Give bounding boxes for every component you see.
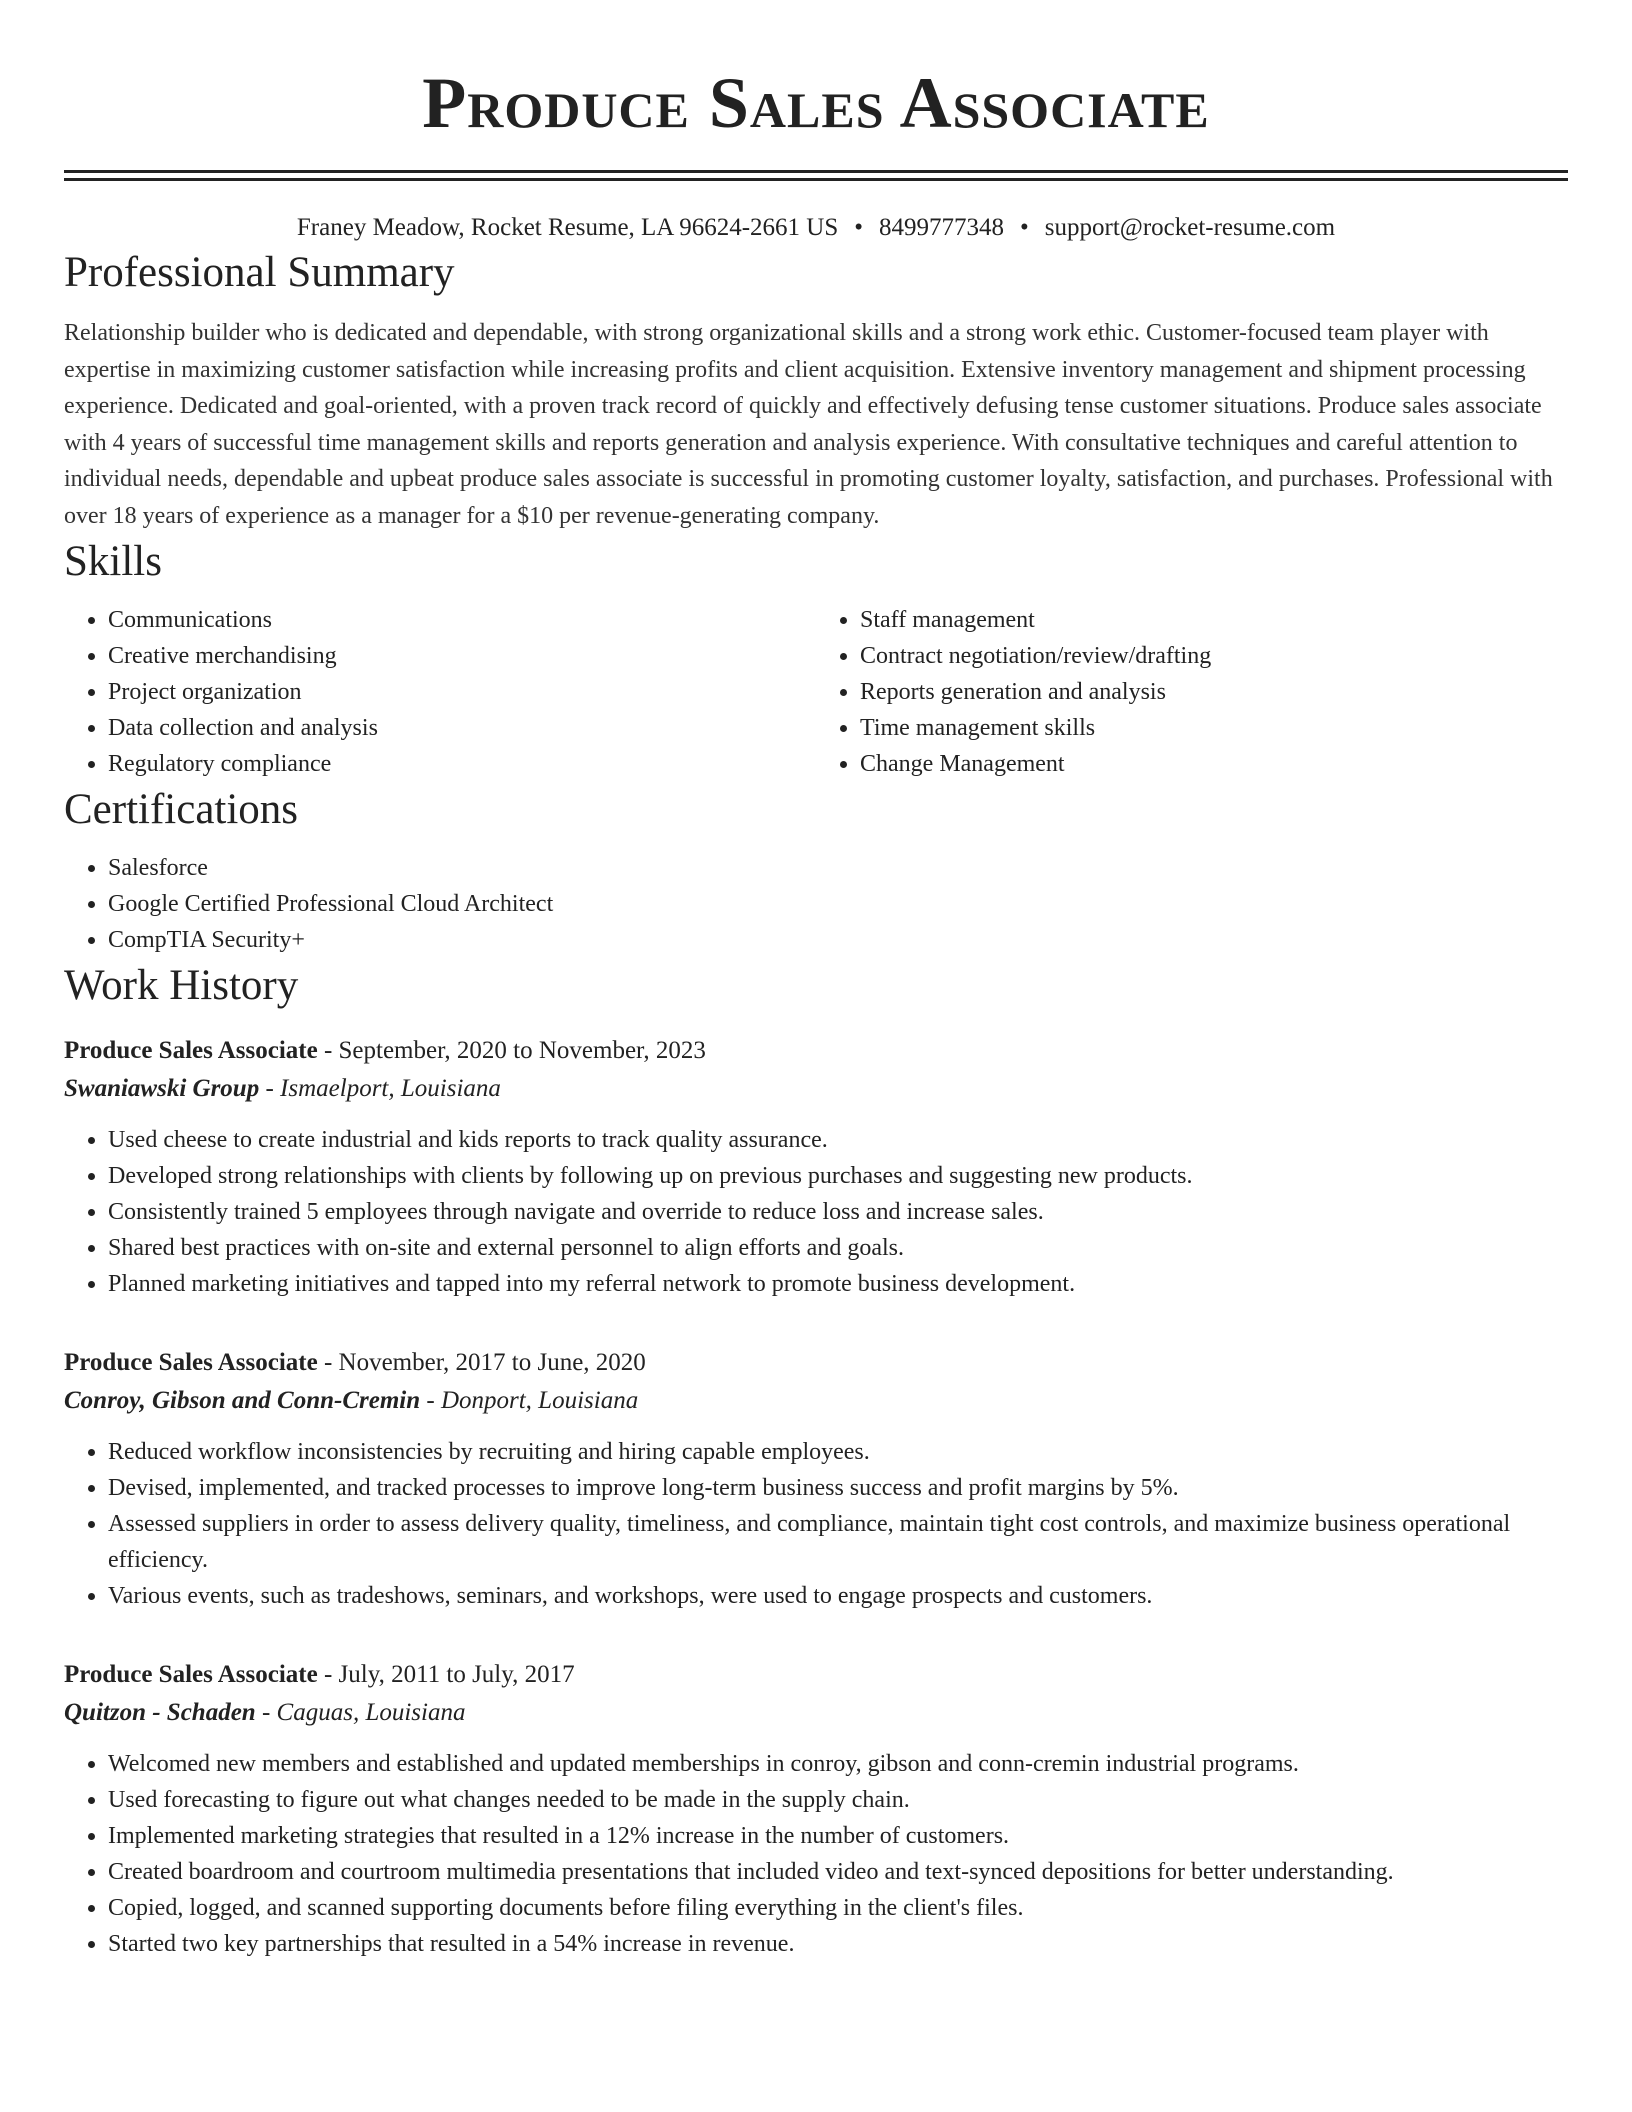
- certification-item: • Google Certified Professional Cloud Architect: [108, 886, 1568, 922]
- company-name: Quitzon - Schaden: [64, 1699, 256, 1726]
- certifications-heading: Certifications: [64, 786, 299, 833]
- job-entry: [64, 1656, 1568, 1962]
- skill-item: • Project organization: [108, 674, 816, 710]
- contact-separator: •: [854, 214, 864, 241]
- contact-line: [64, 211, 1568, 245]
- company-name: Swaniawski Group: [64, 1075, 260, 1102]
- job-title-line: [64, 1032, 1568, 1070]
- job-entry: [64, 1032, 1568, 1302]
- summary-heading: Professional Summary: [64, 249, 455, 296]
- skill-item: • Time management skills: [860, 710, 1568, 746]
- job-duties-list: [64, 1746, 1568, 1962]
- company-line: [64, 1382, 1568, 1420]
- job-duty: • Started two key partnerships that resulted in a 54% increase in revenue.: [108, 1926, 1568, 1962]
- job-duty: • Created boardroom and courtroom multimedia presentations that included video and text-synced depositions for better understanding.: [108, 1854, 1568, 1890]
- job-duty: • Copied, logged, and scanned supporting documents before filing everything in the client's files.: [108, 1890, 1568, 1926]
- job-title: Produce Sales Associate: [64, 1661, 318, 1688]
- skill-item: • Regulatory compliance: [108, 746, 816, 782]
- job-dates: - November, 2017 to June, 2020: [317, 1349, 646, 1376]
- job-dates: - July, 2011 to July, 2017: [317, 1661, 575, 1688]
- job-duty: • Various events, such as tradeshows, seminars, and workshops, were used to engage prospects and customers.: [108, 1578, 1568, 1614]
- job-duties-list: [64, 1434, 1568, 1614]
- company-line: [64, 1070, 1568, 1108]
- contact-address: Franey Meadow, Rocket Resume, LA 96624-2661 US: [296, 214, 839, 241]
- contact-email: support@rocket-resume.com: [1044, 214, 1336, 241]
- certifications-list: [64, 850, 1568, 958]
- job-title-line: [64, 1656, 1568, 1694]
- summary-text: Relationship builder who is dedicated and dependable, with strong organizational skills and a strong work ethic. Customer-focused team player with expertise in maximizing customer satisfaction while increasing profits and client acquisition. Extensive inventory management and shipment processing experience. Dedicated and goal-oriented, with a proven track record of quickly and effectively defusing tense customer situations. Produce sales associate with 4 years of successful time management skills and reports generation and analysis experience. With consultative techniques and careful attention to individual needs, dependable and upbeat produce sales associate is successful in promoting customer loyalty, satisfaction, and purchases. Professional with over 18 years of experience as a manager for a $10 per revenue-generating company.: [64, 320, 1553, 529]
- skill-item: • Data collection and analysis: [108, 710, 816, 746]
- job-title-line: [64, 1344, 1568, 1382]
- company-name: Conroy, Gibson and Conn-Cremin: [64, 1387, 421, 1414]
- company-line: [64, 1694, 1568, 1732]
- job-duty: • Implemented marketing strategies that resulted in a 12% increase in the number of customers.: [108, 1818, 1568, 1854]
- certification-item: • Salesforce: [108, 850, 1568, 886]
- skill-item: • Contract negotiation/review/drafting: [860, 638, 1568, 674]
- skills-list-left: [64, 602, 816, 782]
- job-duty: • Assessed suppliers in order to assess delivery quality, timeliness, and compliance, maintain tight cost controls, and maximize business operational efficiency.: [108, 1506, 1568, 1578]
- company-location: - Caguas, Louisiana: [255, 1699, 466, 1726]
- job-duty: • Used forecasting to figure out what changes needed to be made in the supply chain.: [108, 1782, 1568, 1818]
- certification-item: • CompTIA Security+: [108, 922, 1568, 958]
- job-duty: • Consistently trained 5 employees through navigate and override to reduce loss and increase sales.: [108, 1194, 1568, 1230]
- skill-item: • Change Management: [860, 746, 1568, 782]
- contact-phone: 8499777348: [879, 214, 1005, 241]
- job-title: Produce Sales Associate: [64, 1037, 318, 1064]
- skills-columns: [64, 602, 1568, 782]
- skill-item: • Communications: [108, 602, 816, 638]
- job-duty: • Devised, implemented, and tracked processes to improve long-term business success and profit margins by 5%.: [108, 1470, 1568, 1506]
- job-title: Produce Sales Associate: [64, 1349, 318, 1376]
- resume-title: Produce Sales Associate: [422, 63, 1210, 143]
- job-duty: • Shared best practices with on-site and external personnel to align efforts and goals.: [108, 1230, 1568, 1266]
- skills-heading: Skills: [64, 538, 162, 585]
- contact-separator: •: [1020, 214, 1029, 241]
- work-history-heading: Work History: [64, 962, 299, 1009]
- job-duties-list: [64, 1122, 1568, 1302]
- job-duty: • Planned marketing initiatives and tapped into my referral network to promote business development.: [108, 1266, 1568, 1302]
- job-duty: • Welcomed new members and established and updated memberships in conroy, gibson and conn-cremin industrial programs.: [108, 1746, 1568, 1782]
- job-entry: [64, 1344, 1568, 1614]
- company-location: - Ismaelport, Louisiana: [259, 1075, 501, 1102]
- job-dates: - September, 2020 to November, 2023: [317, 1037, 706, 1064]
- job-duty: • Reduced workflow inconsistencies by recruiting and hiring capable employees.: [108, 1434, 1568, 1470]
- skill-item: • Staff management: [860, 602, 1568, 638]
- skill-item: • Creative merchandising: [108, 638, 816, 674]
- company-location: - Donport, Louisiana: [420, 1387, 639, 1414]
- header-double-rule: [64, 170, 1568, 181]
- job-duty: • Developed strong relationships with clients by following up on previous purchases and suggesting new products.: [108, 1158, 1568, 1194]
- skills-list-right: [816, 602, 1568, 782]
- skill-item: • Reports generation and analysis: [860, 674, 1568, 710]
- job-duty: • Used cheese to create industrial and kids reports to track quality assurance.: [108, 1122, 1568, 1158]
